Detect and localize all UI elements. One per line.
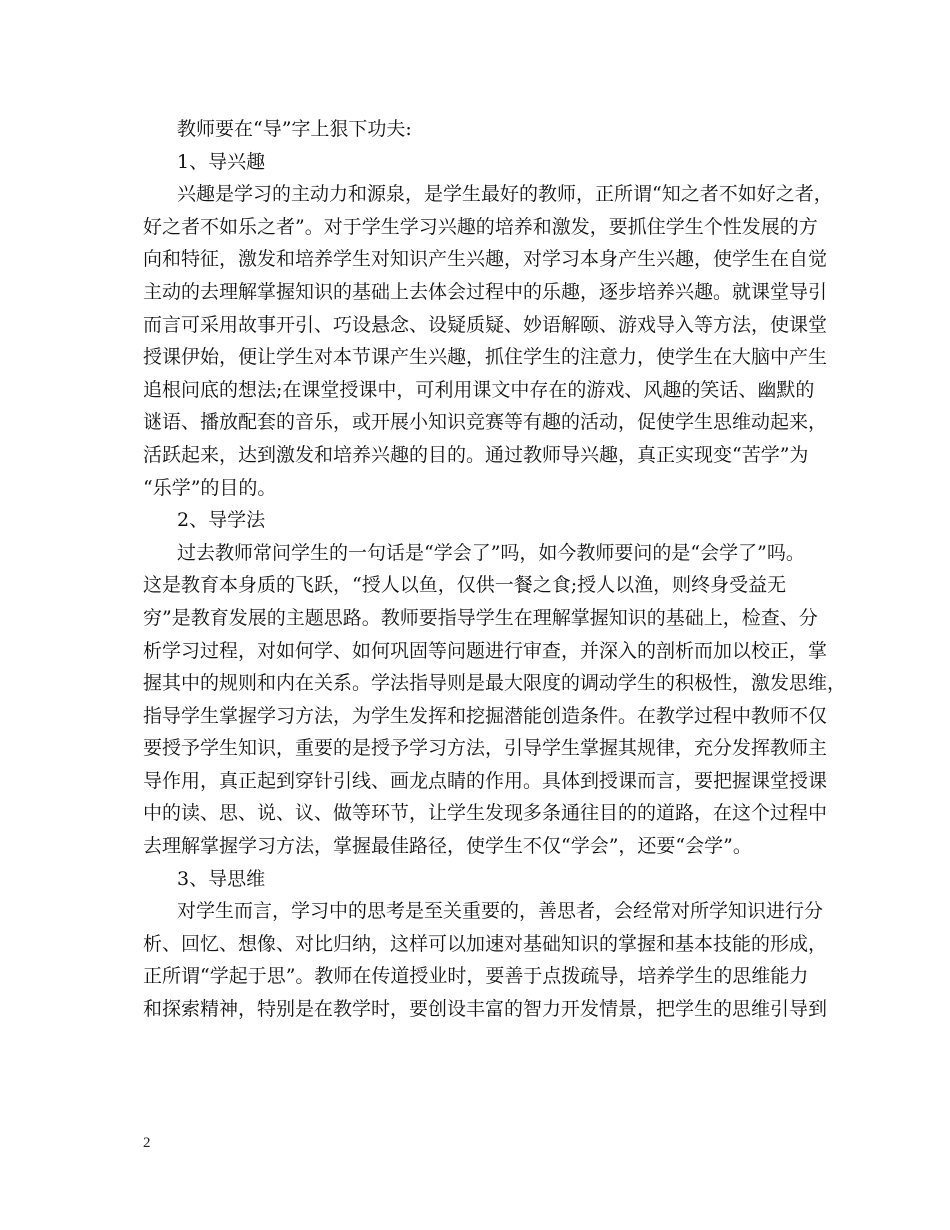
text-line: 而言可采用故事开引、巧设悬念、设疑质疑、妙语解颐、游戏导入等方法，使课堂 (143, 313, 828, 336)
document-body (143, 113, 847, 1026)
text-line: 追根问底的想法;在课堂授课中，可利用课文中存在的游戏、风趣的笑话、幽默的 (143, 378, 815, 401)
text-line: 握其中的规则和内在关系。学法指导则是最大限度的调动学生的积极性，激发思维， (143, 672, 847, 695)
page-number: 2 (143, 1135, 151, 1151)
text-line: 要授予学生知识，重要的是授予学习方法，引导学生掌握其规律，充分发挥教师主 (143, 737, 828, 760)
text-line: 这是教育本身质的飞跃，“授人以鱼，仅供一餐之食;授人以渔，则终身受益无 (143, 574, 787, 597)
text-line: 2、导学法 (177, 509, 266, 532)
text-line: 1、导兴趣 (177, 150, 266, 173)
text-line: 对学生而言，学习中的思考是至关重要的，善思者，会经常对所学知识进行分 (177, 900, 824, 923)
text-line: 和探索精神，特别是在教学时，要创设丰富的智力开发情景，把学生的思维引导到 (143, 998, 828, 1021)
text-line: 教师要在“导”字上狠下功夫: (177, 118, 412, 140)
text-line: 活跃起来，达到激发和培养兴趣的目的。通过教师导兴趣，真正实现变“苦学”为 (143, 443, 809, 466)
text-line: 兴趣是学习的主动力和源泉，是学生最好的教师，正所谓“知之者不如好之者， (177, 183, 833, 206)
text-line: 过去教师常问学生的一句话是“学会了”吗，如今教师要问的是“会学了”吗。 (177, 541, 805, 564)
text-line: 正所谓“学起于思”。教师在传道授业时，要善于点拨疏导，培养学生的思维能力 (143, 965, 809, 988)
text-line: 向和特征，激发和培养学生对知识产生兴趣，对学习本身产生兴趣，使学生在自觉 (143, 248, 828, 271)
text-line: 指导学生掌握学习方法，为学生发挥和挖掘潜能创造条件。在教学过程中教师不仅 (143, 704, 828, 727)
text-line: 穷”是教育发展的主题思路。教师要指导学生在理解掌握知识的基础上，检查、分 (143, 606, 818, 629)
text-line: 3、导思维 (177, 867, 266, 890)
text-line: 好之者不如乐之者”。对于学生学习兴趣的培养和激发，要抓住学生个性发展的方 (143, 215, 818, 238)
text-line: 析学习过程，对如何学、如何巩固等问题进行审查，并深入的剖析而加以校正，掌 (143, 639, 828, 662)
text-line: 授课伊始，便让学生对本节课产生兴趣，抓住学生的注意力，使学生在大脑中产生 (143, 346, 828, 369)
text-line: 谜语、播放配套的音乐，或开展小知识竞赛等有趣的活动，促使学生思维动起来， (143, 411, 828, 434)
text-line: 去理解掌握学习方法，掌握最佳路径，使学生不仅“学会”，还要“会学”。 (143, 835, 752, 858)
text-line: 主动的去理解掌握知识的基础上去体会过程中的乐趣，逐步培养兴趣。就课堂导引 (143, 280, 828, 303)
text-line: “乐学”的目的。 (143, 476, 277, 499)
text-line: 导作用，真正起到穿针引线、画龙点睛的作用。具体到授课而言，要把握课堂授课 (143, 769, 828, 792)
text-line: 析、回忆、想像、对比归纳，这样可以加速对基础知识的掌握和基本技能的形成， (143, 932, 828, 955)
text-line: 中的读、思、说、议、做等环节，让学生发现多条通往目的的道路，在这个过程中 (143, 802, 828, 825)
